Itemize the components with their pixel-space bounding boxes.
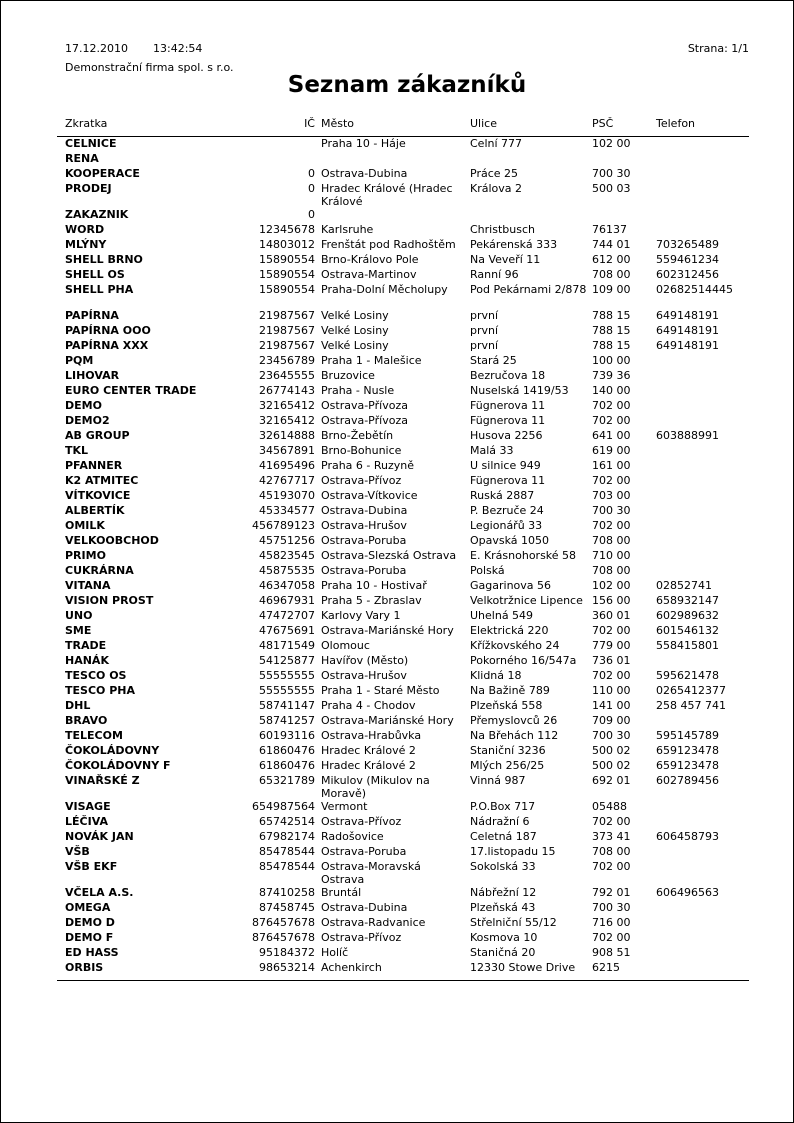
- cell-psc: 141 00: [592, 699, 631, 712]
- cell-street: Celní 777: [470, 137, 523, 150]
- cell-ic: 65742514: [259, 815, 315, 828]
- cell-ic: 61860476: [259, 744, 315, 757]
- cell-tel: 649148191: [656, 309, 719, 322]
- cell-street: Klidná 18: [470, 669, 522, 682]
- cell-ic: 85478544: [259, 845, 315, 858]
- cell-psc: 161 00: [592, 459, 631, 472]
- cell-ic: 45334577: [259, 504, 315, 517]
- col-header-psc: PSČ: [592, 117, 614, 130]
- cell-ic: 87410258: [259, 886, 315, 899]
- cell-psc: 788 15: [592, 324, 631, 337]
- cell-psc: 702 00: [592, 474, 631, 487]
- cell-ic: 42767717: [259, 474, 315, 487]
- cell-code: TKL: [65, 444, 89, 457]
- col-header-tel: Telefon: [656, 117, 696, 130]
- cell-code: SHELL BRNO: [65, 253, 143, 266]
- cell-code: NOVÁK JAN: [65, 830, 134, 843]
- cell-city: Velké Losiny: [321, 324, 389, 337]
- cell-ic: 61860476: [259, 759, 315, 772]
- cell-code: VINAŘSKÉ Z: [65, 774, 140, 787]
- cell-city: Ostrava-Poruba: [321, 845, 407, 858]
- cell-city: Ostrava-Martinov: [321, 268, 417, 281]
- cell-psc: 500 02: [592, 744, 631, 757]
- cell-city: Velké Losiny: [321, 339, 389, 352]
- cell-code: CELNICE: [65, 137, 117, 150]
- cell-tel: 659123478: [656, 744, 719, 757]
- cell-street: Ruská 2887: [470, 489, 535, 502]
- cell-code: DHL: [65, 699, 91, 712]
- cell-psc: 708 00: [592, 845, 631, 858]
- cell-code: ED HASS: [65, 946, 119, 959]
- cell-street: Polská: [470, 564, 505, 577]
- cell-psc: 641 00: [592, 429, 631, 442]
- cell-city: Praha 5 - Zbraslav: [321, 594, 422, 607]
- cell-street: Opavská 1050: [470, 534, 550, 547]
- cell-tel: 658932147: [656, 594, 719, 607]
- cell-psc: 702 00: [592, 414, 631, 427]
- cell-code: PAPÍRNA XXX: [65, 339, 149, 352]
- cell-psc: 703 00: [592, 489, 631, 502]
- cell-city: Bruzovice: [321, 369, 375, 382]
- cell-psc: 708 00: [592, 564, 631, 577]
- cell-psc: 702 00: [592, 931, 631, 944]
- cell-street: Střelniční 55/12: [470, 916, 557, 929]
- cell-code: SHELL PHA: [65, 283, 134, 296]
- cell-street: Malá 33: [470, 444, 514, 457]
- cell-city: Bruntál: [321, 886, 362, 899]
- cell-psc: 702 00: [592, 860, 631, 873]
- cell-ic: 45751256: [259, 534, 315, 547]
- cell-city: Ostrava-Hrušov: [321, 669, 407, 682]
- cell-psc: 110 00: [592, 684, 631, 697]
- cell-code: DEMO D: [65, 916, 115, 929]
- cell-code: PAPÍRNA OOO: [65, 324, 151, 337]
- cell-street: Velkotržnice Lipence: [470, 594, 583, 607]
- cell-code: PAPÍRNA: [65, 309, 119, 322]
- cell-city: Ostrava-Dubina: [321, 504, 408, 517]
- cell-city: Brno-Žebětín: [321, 429, 394, 442]
- cell-code: PQM: [65, 354, 94, 367]
- cell-code: VELKOOBCHOD: [65, 534, 159, 547]
- cell-tel: 602789456: [656, 774, 719, 787]
- table-header: [0, 117, 794, 132]
- cell-psc: 710 00: [592, 549, 631, 562]
- cell-psc: 739 36: [592, 369, 631, 382]
- cell-code: ZAKAZNIK: [65, 208, 129, 221]
- cell-code: KOOPERACE: [65, 167, 140, 180]
- cell-ic: 45823545: [259, 549, 315, 562]
- cell-street: první: [470, 339, 499, 352]
- cell-code: WORD: [65, 223, 105, 236]
- cell-psc: 792 01: [592, 886, 631, 899]
- cell-ic: 32165412: [259, 414, 315, 427]
- cell-ic: 0: [308, 167, 315, 180]
- cell-city: Hradec Králové (Hradec Králové: [321, 182, 453, 208]
- col-header-code: Zkratka: [65, 117, 108, 130]
- cell-psc: 76137: [592, 223, 627, 236]
- cell-code: ALBERTÍK: [65, 504, 125, 517]
- cell-city: Praha 10 - Háje: [321, 137, 406, 150]
- cell-street: Pekárenská 333: [470, 238, 558, 251]
- cell-psc: 700 30: [592, 167, 631, 180]
- cell-psc: 05488: [592, 800, 627, 813]
- cell-ic: 46347058: [259, 579, 315, 592]
- cell-city: Brno-Bohunice: [321, 444, 402, 457]
- cell-psc: 702 00: [592, 624, 631, 637]
- cell-code: VŠB EKF: [65, 860, 118, 873]
- cell-city: Praha-Dolní Měcholupy: [321, 283, 448, 296]
- cell-city: Ostrava-Moravská Ostrava: [321, 860, 421, 886]
- cell-psc: 100 00: [592, 354, 631, 367]
- cell-psc: 702 00: [592, 669, 631, 682]
- cell-code: K2 ATMITEC: [65, 474, 139, 487]
- cell-city: Mikulov (Mikulov na Moravě): [321, 774, 430, 800]
- cell-code: PFANNER: [65, 459, 123, 472]
- cell-city: Ostrava-Dubina: [321, 167, 408, 180]
- cell-street: Christbusch: [470, 223, 535, 236]
- cell-code: MLÝNY: [65, 238, 107, 251]
- cell-ic: 21987567: [259, 339, 315, 352]
- cell-ic: 45193070: [259, 489, 315, 502]
- cell-street: Uhelná 549: [470, 609, 534, 622]
- cell-ic: 85478544: [259, 860, 315, 873]
- cell-street: Staničná 20: [470, 946, 536, 959]
- cell-street: Nádražní 6: [470, 815, 530, 828]
- cell-street: Na Bažině 789: [470, 684, 550, 697]
- cell-city: Ostrava-Poruba: [321, 534, 407, 547]
- cell-ic: 21987567: [259, 324, 315, 337]
- cell-code: BRAVO: [65, 714, 108, 727]
- cell-tel: 02852741: [656, 579, 712, 592]
- cell-city: Ostrava-Slezská Ostrava: [321, 549, 457, 562]
- cell-city: Frenštát pod Radhoštěm: [321, 238, 456, 251]
- cell-code: VITANA: [65, 579, 111, 592]
- cell-city: Holíč: [321, 946, 349, 959]
- cell-city: Achenkirch: [321, 961, 382, 974]
- cell-ic: 45875535: [259, 564, 315, 577]
- cell-code: VISION PROST: [65, 594, 154, 607]
- cell-ic: 41695496: [259, 459, 315, 472]
- cell-city: Brno-Královo Pole: [321, 253, 419, 266]
- cell-street: 17.listopadu 15: [470, 845, 556, 858]
- cell-street: Fügnerova 11: [470, 414, 546, 427]
- print-date: 17.12.2010: [65, 42, 128, 55]
- cell-ic: 98653214: [259, 961, 315, 974]
- cell-ic: 15890554: [259, 268, 315, 281]
- cell-psc: 612 00: [592, 253, 631, 266]
- cell-code: ORBIS: [65, 961, 104, 974]
- cell-city: Olomouc: [321, 639, 370, 652]
- cell-ic: 55555555: [259, 669, 315, 682]
- cell-street: Fügnerova 11: [470, 399, 546, 412]
- cell-tel: 606496563: [656, 886, 719, 899]
- cell-street: Přemyslovců 26: [470, 714, 558, 727]
- cell-psc: 692 01: [592, 774, 631, 787]
- cell-psc: 373 41: [592, 830, 631, 843]
- cell-code: TESCO PHA: [65, 684, 135, 697]
- cell-psc: 700 30: [592, 504, 631, 517]
- cell-psc: 908 51: [592, 946, 631, 959]
- cell-street: Plzeňská 558: [470, 699, 543, 712]
- page-number: Strana: 1/1: [687, 42, 749, 55]
- cell-ic: 15890554: [259, 253, 315, 266]
- cell-tel: 602989632: [656, 609, 719, 622]
- cell-city: Hradec Králové 2: [321, 744, 416, 757]
- cell-ic: 58741147: [259, 699, 315, 712]
- cell-psc: 6215: [592, 961, 620, 974]
- cell-code: DEMO2: [65, 414, 110, 427]
- cell-code: VČELA A.S.: [65, 886, 134, 899]
- cell-ic: 65321789: [259, 774, 315, 787]
- cell-psc: 716 00: [592, 916, 631, 929]
- cell-tel: 659123478: [656, 759, 719, 772]
- cell-code: ČOKOLÁDOVNY F: [65, 759, 171, 772]
- cell-tel: 601546132: [656, 624, 719, 637]
- report-title: Seznam zákazníků: [287, 72, 527, 98]
- cell-city: Velké Losiny: [321, 309, 389, 322]
- cell-street: Celetná 187: [470, 830, 537, 843]
- cell-psc: 702 00: [592, 519, 631, 532]
- cell-psc: 700 30: [592, 901, 631, 914]
- cell-city: Ostrava-Radvanice: [321, 916, 426, 929]
- cell-psc: 708 00: [592, 534, 631, 547]
- cell-city: Ostrava-Hrušov: [321, 519, 407, 532]
- cell-city: Hradec Králové 2: [321, 759, 416, 772]
- cell-code: HANÁK: [65, 654, 109, 667]
- cell-ic: 47472707: [259, 609, 315, 622]
- cell-street: Sokolská 33: [470, 860, 536, 873]
- cell-city: Ostrava-Přívoz: [321, 815, 402, 828]
- cell-tel: 603888991: [656, 429, 719, 442]
- cell-code: OMEGA: [65, 901, 111, 914]
- cell-city: Praha 1 - Staré Město: [321, 684, 440, 697]
- cell-code: TRADE: [65, 639, 107, 652]
- cell-ic: 55555555: [259, 684, 315, 697]
- cell-ic: 23456789: [259, 354, 315, 367]
- cell-tel: 649148191: [656, 339, 719, 352]
- cell-tel: 703265489: [656, 238, 719, 251]
- print-time: 13:42:54: [153, 42, 203, 55]
- cell-street: Bezručova 18: [470, 369, 546, 382]
- cell-ic: 54125877: [259, 654, 315, 667]
- cell-street: Na Břehách 112: [470, 729, 559, 742]
- cell-tel: 595145789: [656, 729, 719, 742]
- cell-ic: 95184372: [259, 946, 315, 959]
- cell-street: Legionářů 33: [470, 519, 543, 532]
- cell-city: Ostrava-Přívoz: [321, 931, 402, 944]
- cell-code: AB GROUP: [65, 429, 130, 442]
- cell-psc: 702 00: [592, 399, 631, 412]
- cell-street: P.O.Box 717: [470, 800, 536, 813]
- cell-street: Kosmova 10: [470, 931, 538, 944]
- cell-city: Ostrava-Přívoza: [321, 414, 408, 427]
- cell-tel: 258 457 741: [656, 699, 726, 712]
- cell-ic: 67982174: [259, 830, 315, 843]
- cell-tel: 649148191: [656, 324, 719, 337]
- cell-tel: 606458793: [656, 830, 719, 843]
- cell-code: TESCO OS: [65, 669, 127, 682]
- cell-city: Ostrava-Přívoz: [321, 474, 402, 487]
- cell-street: Pod Pekárnami 2/878: [470, 283, 587, 296]
- cell-city: Praha - Nusle: [321, 384, 395, 397]
- cell-ic: 654987564: [252, 800, 315, 813]
- cell-code: CUKRÁRNA: [65, 564, 134, 577]
- cell-city: Karlovy Vary 1: [321, 609, 401, 622]
- cell-ic: 876457678: [252, 916, 315, 929]
- cell-city: Ostrava-Hrabůvka: [321, 729, 422, 742]
- cell-tel: 02682514445: [656, 283, 733, 296]
- cell-psc: 102 00: [592, 137, 631, 150]
- cell-tel: 602312456: [656, 268, 719, 281]
- cell-ic: 21987567: [259, 309, 315, 322]
- cell-code: VISAGE: [65, 800, 111, 813]
- cell-city: Praha 4 - Chodov: [321, 699, 416, 712]
- cell-street: Křížkovského 24: [470, 639, 560, 652]
- cell-city: Ostrava-Vítkovice: [321, 489, 418, 502]
- cell-ic: 12345678: [259, 223, 315, 236]
- cell-psc: 709 00: [592, 714, 631, 727]
- cell-code: EURO CENTER TRADE: [65, 384, 197, 397]
- cell-ic: 34567891: [259, 444, 315, 457]
- cell-street: Gagarinova 56: [470, 579, 552, 592]
- cell-psc: 788 15: [592, 309, 631, 322]
- cell-street: první: [470, 324, 499, 337]
- cell-code: ČOKOLÁDOVNY: [65, 744, 160, 757]
- cell-psc: 736 01: [592, 654, 631, 667]
- cell-street: Fügnerova 11: [470, 474, 546, 487]
- cell-street: Mlých 256/25: [470, 759, 545, 772]
- cell-city: Praha 10 - Hostivař: [321, 579, 427, 592]
- cell-ic: 60193116: [259, 729, 315, 742]
- cell-street: Elektrická 220: [470, 624, 549, 637]
- cell-city: Ostrava-Mariánské Hory: [321, 624, 454, 637]
- cell-ic: 876457678: [252, 931, 315, 944]
- cell-psc: 700 30: [592, 729, 631, 742]
- cell-city: Ostrava-Dubina: [321, 901, 408, 914]
- cell-code: LÉČIVA: [65, 815, 108, 828]
- cell-code: LIHOVAR: [65, 369, 120, 382]
- cell-ic: 0: [308, 208, 315, 221]
- cell-city: Radošovice: [321, 830, 384, 843]
- cell-city: Ostrava-Přívoza: [321, 399, 408, 412]
- cell-ic: 23645555: [259, 369, 315, 382]
- cell-ic: 47675691: [259, 624, 315, 637]
- cell-ic: 58741257: [259, 714, 315, 727]
- cell-city: Karlsruhe: [321, 223, 374, 236]
- footer-rule: [57, 980, 749, 981]
- cell-code: DEMO F: [65, 931, 114, 944]
- cell-tel: 595621478: [656, 669, 719, 682]
- cell-street: Plzeňská 43: [470, 901, 536, 914]
- cell-street: Husova 2256: [470, 429, 543, 442]
- cell-street: Na Veveří 11: [470, 253, 541, 266]
- cell-code: RENA: [65, 152, 99, 165]
- cell-psc: 619 00: [592, 444, 631, 457]
- cell-ic: 456789123: [252, 519, 315, 532]
- cell-ic: 32614888: [259, 429, 315, 442]
- cell-code: VÍTKOVICE: [65, 489, 131, 502]
- cell-psc: 156 00: [592, 594, 631, 607]
- col-header-city: Město: [321, 117, 355, 130]
- cell-psc: 744 01: [592, 238, 631, 251]
- cell-ic: 15890554: [259, 283, 315, 296]
- cell-street: Nábřežní 12: [470, 886, 537, 899]
- col-header-ic: IČ: [304, 117, 315, 130]
- cell-street: Vinná 987: [470, 774, 526, 787]
- cell-code: PRODEJ: [65, 182, 112, 195]
- cell-street: Ranní 96: [470, 268, 519, 281]
- cell-psc: 779 00: [592, 639, 631, 652]
- cell-code: VŠB: [65, 845, 90, 858]
- cell-code: SHELL OS: [65, 268, 125, 281]
- cell-code: TELECOM: [65, 729, 123, 742]
- cell-tel: 558415801: [656, 639, 719, 652]
- cell-ic: 32165412: [259, 399, 315, 412]
- cell-street: Práce 25: [470, 167, 519, 180]
- cell-psc: 500 03: [592, 182, 631, 195]
- cell-tel: 0265412377: [656, 684, 726, 697]
- cell-code: SME: [65, 624, 92, 637]
- cell-psc: 109 00: [592, 283, 631, 296]
- cell-street: P. Bezruče 24: [470, 504, 544, 517]
- cell-psc: 360 01: [592, 609, 631, 622]
- cell-street: E. Krásnohorské 58: [470, 549, 577, 562]
- cell-ic: 87458745: [259, 901, 315, 914]
- cell-code: DEMO: [65, 399, 102, 412]
- cell-psc: 702 00: [592, 815, 631, 828]
- cell-street: U silnice 949: [470, 459, 541, 472]
- cell-street: Pokorného 16/547a: [470, 654, 577, 667]
- cell-psc: 102 00: [592, 579, 631, 592]
- cell-psc: 788 15: [592, 339, 631, 352]
- cell-street: Staniční 3236: [470, 744, 546, 757]
- cell-psc: 708 00: [592, 268, 631, 281]
- cell-ic: 48171549: [259, 639, 315, 652]
- cell-ic: 14803012: [259, 238, 315, 251]
- cell-psc: 500 02: [592, 759, 631, 772]
- cell-street: Stará 25: [470, 354, 517, 367]
- cell-city: Praha 6 - Ruzyně: [321, 459, 415, 472]
- cell-ic: 26774143: [259, 384, 315, 397]
- cell-city: Vermont: [321, 800, 368, 813]
- cell-city: Ostrava-Poruba: [321, 564, 407, 577]
- cell-code: PRIMO: [65, 549, 106, 562]
- cell-city: Praha 1 - Malešice: [321, 354, 422, 367]
- cell-tel: 559461234: [656, 253, 719, 266]
- cell-ic: 0: [308, 182, 315, 195]
- cell-psc: 140 00: [592, 384, 631, 397]
- cell-code: OMILK: [65, 519, 105, 532]
- company-name: Demonstrační firma spol. s r.o.: [65, 61, 234, 74]
- cell-street: Nuselská 1419/53: [470, 384, 569, 397]
- cell-street: první: [470, 309, 499, 322]
- cell-city: Havířov (Město): [321, 654, 409, 667]
- cell-code: UNO: [65, 609, 93, 622]
- cell-street: 12330 Stowe Drive: [470, 961, 576, 974]
- col-header-street: Ulice: [470, 117, 497, 130]
- cell-street: Králova 2: [470, 182, 523, 195]
- cell-ic: 46967931: [259, 594, 315, 607]
- cell-city: Ostrava-Mariánské Hory: [321, 714, 454, 727]
